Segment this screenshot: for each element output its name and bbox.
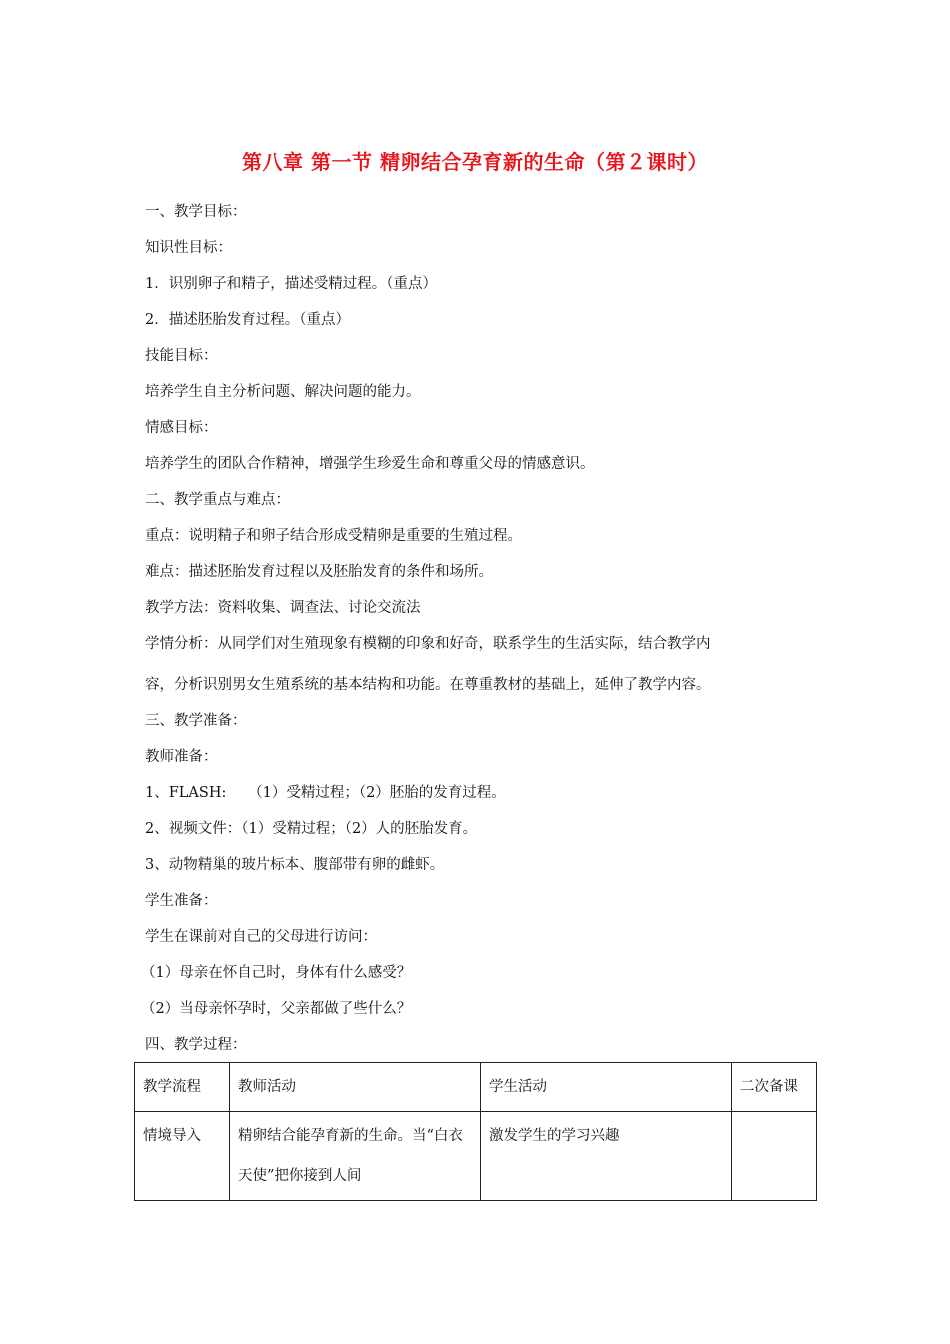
table-cell (732, 1112, 817, 1201)
table-header-row (135, 1063, 817, 1112)
paragraph: 难点：描述胚胎发育过程以及胚胎发育的条件和场所。 (145, 564, 493, 580)
subheading-student: 学生准备： (145, 893, 218, 909)
table-header-cell: 教师活动 (230, 1063, 481, 1112)
subheading-emotion: 情感目标： (145, 420, 218, 436)
paragraph: 培养学生的团队合作精神，增强学生珍爱生命和尊重父母的情感意识。 (145, 456, 595, 472)
section-heading-process: 四、教学过程： (145, 1037, 247, 1053)
paragraph: 学生在课前对自己的父母进行访问： (145, 929, 377, 945)
paragraph: 重点：说明精子和卵子结合形成受精卵是重要的生殖过程。 (145, 528, 522, 544)
paragraph: 2、视频文件：（1）受精过程；（2）人的胚胎发育。 (145, 821, 478, 837)
subheading-teacher: 教师准备： (145, 749, 218, 765)
paragraph: （1）母亲在怀自己时，身体有什么感受？ (141, 965, 412, 981)
table-header-cell: 二次备课 (732, 1063, 817, 1112)
paragraph: 1．识别卵子和精子，描述受精过程。（重点） (145, 276, 437, 292)
paragraph: 教学方法：资料收集、调查法、讨论交流法 (145, 600, 421, 616)
section-heading-objectives: 一、教学目标： (145, 204, 247, 220)
table-header-cell: 教学流程 (135, 1063, 230, 1112)
paragraph: 培养学生自主分析问题、解决问题的能力。 (145, 384, 421, 400)
paragraph: 2．描述胚胎发育过程。（重点） (145, 312, 350, 328)
section-heading-preparation: 三、教学准备： (145, 713, 247, 729)
section-heading-keypoints: 二、教学重点与难点： (145, 492, 290, 508)
document-title: 第八章 第一节 精卵结合孕育新的生命（第２课时） (242, 150, 708, 174)
table-header-cell: 学生活动 (481, 1063, 732, 1112)
teaching-process-table (134, 1062, 817, 1201)
subheading-knowledge: 知识性目标： (145, 240, 232, 256)
paragraph: （2）当母亲怀孕时，父亲都做了些什么？ (141, 1001, 412, 1017)
paragraph: 容，分析识别男女生殖系统的基本结构和功能。在尊重教材的基础上，延伸了教学内容。 (145, 677, 711, 693)
paragraph: 3、动物精巢的玻片标本、腹部带有卵的雌虾。 (145, 857, 445, 873)
table-cell: 激发学生的学习兴趣 (481, 1112, 732, 1201)
paragraph: 1、FLASH: （1）受精过程；（2）胚胎的发育过程。 (145, 785, 506, 801)
table-row (135, 1112, 817, 1201)
table-cell: 情境导入 (135, 1112, 230, 1201)
paragraph: 学情分析：从同学们对生殖现象有模糊的印象和好奇，联系学生的生活实际，结合教学内 (145, 636, 711, 652)
subheading-skill: 技能目标： (145, 348, 218, 364)
table-cell: 精卵结合能孕育新的生命。当“白衣天使”把你接到人间 (230, 1112, 481, 1201)
